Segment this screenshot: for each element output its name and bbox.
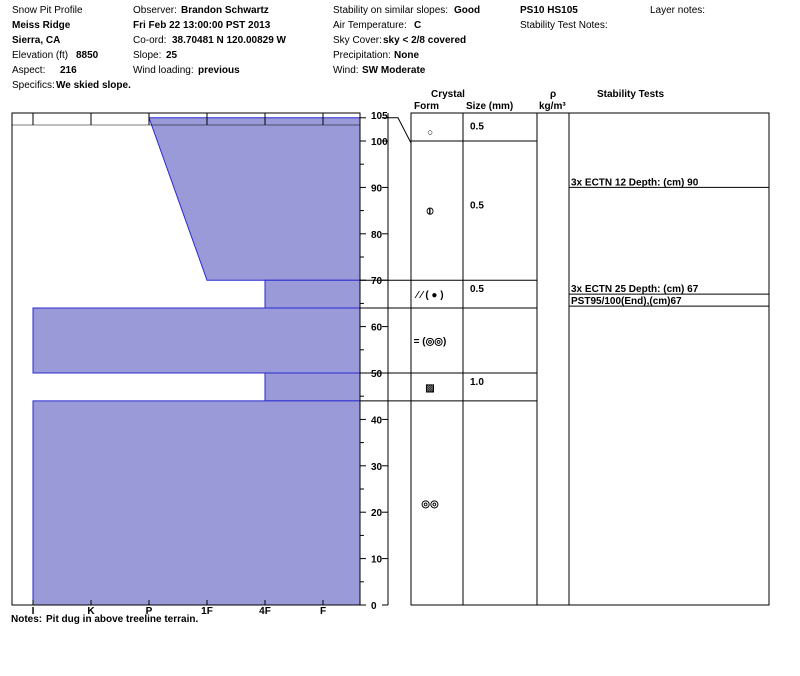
observation-datetime: Fri Feb 22 13:00:00 PST 2013 bbox=[133, 20, 271, 31]
height-label-20: 20 bbox=[371, 508, 383, 520]
wind-loading-label: Wind loading: bbox=[133, 65, 194, 76]
crystal-form-1: ⦶ bbox=[426, 206, 434, 218]
stability-notes-label: Stability Test Notes: bbox=[520, 20, 608, 31]
hardness-label-4F: 4F bbox=[259, 606, 271, 617]
crystal-size-4: 1.0 bbox=[470, 376, 484, 388]
hardness-layer-3 bbox=[265, 373, 360, 401]
stability-tests-header: Stability Tests bbox=[597, 89, 665, 100]
hardness-layer-0 bbox=[149, 118, 360, 280]
location-name: Meiss Ridge bbox=[12, 20, 71, 31]
crystal-size-1: 0.5 bbox=[470, 200, 484, 212]
stability-test-text: PST95/100(End),(cm)67 bbox=[571, 296, 682, 308]
hardness-layer-1 bbox=[265, 280, 360, 308]
height-label-0: 0 bbox=[371, 601, 377, 612]
hardness-label-K: K bbox=[87, 606, 95, 617]
stability-test-text: 3x ECTN 25 Depth: (cm) 67 bbox=[571, 284, 699, 296]
specifics-value: We skied slope. bbox=[56, 80, 131, 91]
size-header: Size (mm) bbox=[466, 101, 514, 112]
crystal-form-2: ⁄ ⁄ ( ● ) bbox=[416, 290, 444, 302]
crystal-size-0: 0.5 bbox=[470, 121, 484, 133]
height-label-105: 105 bbox=[371, 110, 388, 122]
hardness-label-F: F bbox=[319, 606, 327, 617]
height-label-10: 10 bbox=[371, 554, 383, 566]
layer-notes-label: Layer notes: bbox=[650, 5, 706, 16]
stability-value: Good bbox=[454, 5, 481, 16]
coord-label: Co-ord: bbox=[133, 35, 167, 46]
crystal-form-0: ○ bbox=[426, 127, 434, 139]
coord-value: 38.70481 N 120.00829 W bbox=[172, 35, 286, 46]
height-label-50: 50 bbox=[371, 369, 383, 380]
form-header: Form bbox=[414, 101, 439, 112]
profile-title: Snow Pit Profile bbox=[12, 5, 83, 16]
height-label-100: 100 bbox=[371, 137, 388, 148]
notes-label: Notes: bbox=[11, 614, 43, 625]
sky-cover-value: sky < 2/8 covered bbox=[383, 35, 467, 46]
elevation-value: 8850 bbox=[76, 50, 99, 61]
region-name: Sierra, CA bbox=[12, 35, 61, 46]
stability-label: Stability on similar slopes: bbox=[333, 5, 449, 16]
air-temp-label: Air Temperature: bbox=[333, 20, 407, 31]
height-label-70: 70 bbox=[371, 276, 383, 288]
crystal-form-3: = (◎◎) bbox=[413, 336, 447, 348]
elevation-label: Elevation (ft) bbox=[12, 50, 69, 61]
specifics-label: Specifics: bbox=[12, 80, 55, 91]
height-label-30: 30 bbox=[371, 461, 383, 473]
wind-loading-value: previous bbox=[198, 65, 240, 76]
observer-label: Observer: bbox=[133, 5, 177, 16]
hardness-layer-2 bbox=[33, 308, 360, 373]
height-label-90: 90 bbox=[371, 183, 383, 195]
hardness-label-I: I bbox=[31, 606, 35, 617]
crystal-form-4: ▨ bbox=[425, 382, 435, 394]
sky-cover-label: Sky Cover: bbox=[333, 35, 382, 46]
hardness-layer-4 bbox=[33, 401, 360, 605]
aspect-label: Aspect: bbox=[12, 65, 46, 76]
aspect-value: 216 bbox=[60, 65, 77, 76]
hardness-label-P: P bbox=[145, 606, 153, 617]
notes-value: Pit dug in above treeline terrain. bbox=[46, 614, 199, 625]
height-label-80: 80 bbox=[371, 229, 383, 241]
ps-hs-value: PS10 HS105 bbox=[520, 5, 578, 16]
air-temp-value: C bbox=[414, 20, 422, 31]
stability-test-text: 3x ECTN 12 Depth: (cm) 90 bbox=[571, 177, 699, 189]
rho-header: ρ bbox=[550, 89, 557, 100]
hardness-label-1F: 1F bbox=[201, 606, 213, 617]
crystal-header: Crystal bbox=[431, 89, 465, 100]
wind-label: Wind: bbox=[333, 65, 359, 76]
observer-value: Brandon Schwartz bbox=[181, 5, 269, 16]
crystal-size-2: 0.5 bbox=[470, 284, 484, 296]
wind-value: SW Moderate bbox=[362, 65, 426, 76]
slope-value: 25 bbox=[166, 50, 178, 61]
crystal-form-5: ◎◎ bbox=[421, 498, 439, 510]
height-label-60: 60 bbox=[371, 322, 383, 334]
height-label-40: 40 bbox=[371, 415, 383, 427]
precipitation-label: Precipitation: bbox=[333, 50, 391, 61]
rho-units-header: kg/m³ bbox=[539, 101, 566, 112]
precipitation-value: None bbox=[394, 50, 419, 61]
slope-label: Slope: bbox=[133, 50, 162, 61]
